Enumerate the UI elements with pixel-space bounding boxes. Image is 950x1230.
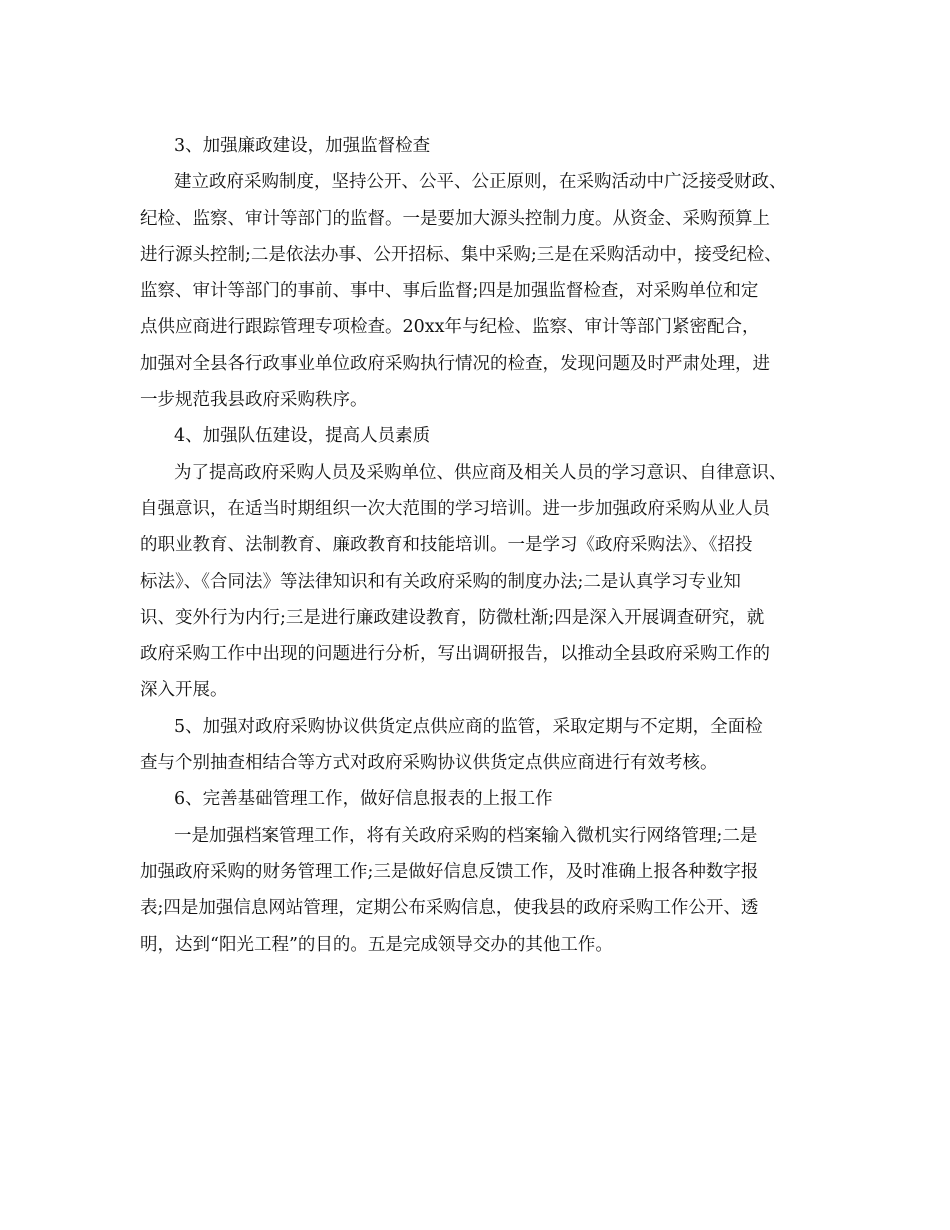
section-heading-3: 3、加强廉政建设，加强监督检查	[174, 136, 431, 156]
paragraph-line: 一是加强档案管理工作，将有关政府采购的档案输入微机实行网络管理;二是	[174, 825, 758, 846]
paragraph-line: 查与个别抽查相结合等方式对政府采购协议供货定点供应商进行有效考核。	[140, 753, 718, 774]
section-heading-5: 5、加强对政府采购协议供货定点供应商的监管，采取定期与不定期，全面检	[174, 716, 763, 737]
paragraph-line: 点供应商进行跟踪管理专项检查。20xx年与纪检、监察、审计等部门紧密配合，	[140, 317, 760, 338]
paragraph-line: 明，达到“阳光工程”的目的。五是完成领导交办的其他工作。	[140, 934, 613, 955]
paragraph-line: 一步规范我县政府采购秩序。	[140, 390, 368, 411]
paragraph-line: 加强对全县各行政事业单位政府采购执行情况的检查，发现问题及时严肃处理，进	[140, 353, 770, 374]
paragraph-line: 政府采购工作中出现的问题进行分析，写出调研报告，以推动全县政府采购工作的	[140, 644, 770, 665]
paragraph-line: 为了提高政府采购人员及采购单位、供应商及相关人员的学习意识、自律意识、	[174, 462, 787, 483]
paragraph-line: 识、变外行为内行;三是进行廉政建设教育，防微杜渐;四是深入开展调查研究，就	[140, 607, 765, 628]
paragraph-line: 加强政府采购的财务管理工作;三是做好信息反馈工作，及时准确上报各种数字报	[140, 861, 759, 882]
paragraph-line: 的职业教育、法制教育、廉政教育和技能培训。一是学习《政府采购法》、《招投	[140, 535, 753, 556]
section-heading-4: 4、加强队伍建设，提高人员素质	[174, 426, 431, 447]
paragraph-line: 监察、审计等部门的事前、事中、事后监督;四是加强监督检查，对采购单位和定	[140, 281, 759, 302]
section-heading-6: 6、完善基础管理工作，做好信息报表的上报工作	[174, 789, 553, 810]
paragraph-line: 深入开展。	[140, 680, 228, 701]
paragraph-line: 建立政府采购制度，坚持公开、公平、公正原则，在采购活动中广泛接受财政、	[174, 172, 787, 193]
paragraph-line: 纪检、监察、审计等部门的监督。一是要加大源头控制力度。从资金、采购预算上	[140, 208, 770, 229]
document-body	[140, 128, 812, 963]
paragraph-line: 表;四是加强信息网站管理，定期公布采购信息，使我县的政府采购工作公开、透	[140, 898, 759, 919]
paragraph-line: 进行源头控制;二是依法办事、公开招标、集中采购;三是在采购活动中，接受纪检、	[140, 244, 782, 265]
paragraph-line: 自强意识，在适当时期组织一次大范围的学习培训。进一步加强政府采购从业人员	[140, 498, 770, 519]
paragraph-line: 标法》、《合同法》等法律知识和有关政府采购的制度办法;二是认真学习专业知	[140, 571, 741, 592]
